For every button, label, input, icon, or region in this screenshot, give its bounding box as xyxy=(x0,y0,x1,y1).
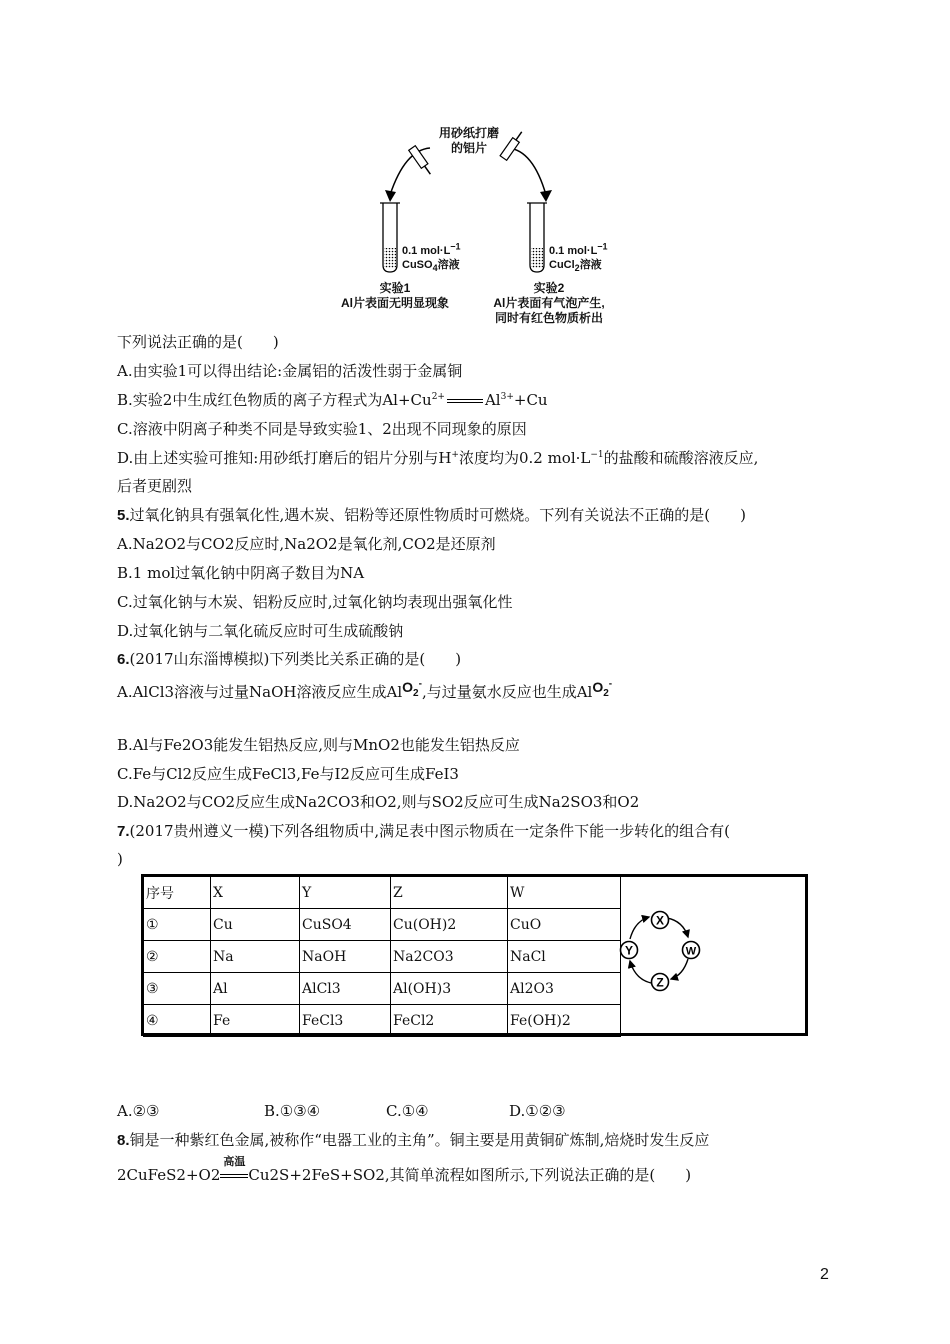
exp2-caption: 实验2 Al片表面有气泡产生, 同时有红色物质析出 xyxy=(493,281,605,325)
q5-option-a: A.Na2O2与CO2反应时,Na2O2是氧化剂,CO2是还原剂 xyxy=(117,535,496,553)
left-arrow-curve xyxy=(390,148,430,195)
table-header: 序号 xyxy=(144,877,211,909)
q4-stem: 下列说法正确的是( ) xyxy=(117,333,279,351)
svg-text:W: W xyxy=(685,945,697,958)
table-cell: AlCl3 xyxy=(300,973,391,1005)
cycle-node-z xyxy=(652,974,669,991)
svg-text:Z: Z xyxy=(656,975,664,990)
cycle-node-w xyxy=(683,942,700,959)
table-cell: ③ xyxy=(144,973,211,1005)
table-cell: Cu(OH)2 xyxy=(391,909,508,941)
q6-option-b: B.Al与Fe2O3能发生铝热反应,则与MnO2也能发生铝热反应 xyxy=(117,736,520,754)
table-cell: ② xyxy=(144,941,211,973)
figure-top-label: 用砂纸打磨 的铝片 xyxy=(438,126,499,155)
table-cell: Fe xyxy=(211,1005,300,1037)
tube2-solution-label: 0.1 $mol\cdot L^{-1}$ CuCl$_2$溶液 xyxy=(549,241,608,274)
cycle-node-x xyxy=(652,912,669,929)
q5-option-b: B.1 mol过氧化钠中阴离子数目为NA xyxy=(117,564,365,582)
exp1-caption: 实验1 Al片表面无明显现象 xyxy=(340,281,449,310)
table-cell: FeCl2 xyxy=(391,1005,508,1037)
left-arrowhead xyxy=(385,190,396,202)
q5-option-d: D.过氧化钠与二氧化硫反应时可生成硫酸钠 xyxy=(117,622,404,640)
conversion-cycle-diagram xyxy=(615,905,707,995)
cycle-node-y xyxy=(621,942,638,959)
test-tube-1 xyxy=(380,203,400,272)
q8-stem: 8.铜是一种紫红色金属,被称作“电器工业的主角”。铜主要是用黄铜矿炼制,焙烧时发生反应 xyxy=(117,1131,710,1149)
q8-number: 8. xyxy=(117,1132,130,1149)
table-cell: Fe(OH)2 xyxy=(508,1005,621,1037)
table-row xyxy=(144,1005,621,1037)
q5-option-c: C.过氧化钠与木炭、铝粉反应时,过氧化钠均表现出强氧化性 xyxy=(117,593,513,611)
q5-number: 5. xyxy=(117,507,130,524)
q7-table xyxy=(143,876,621,1037)
table-cell: Na xyxy=(211,941,300,973)
q6-number: 6. xyxy=(117,651,130,668)
q7-option-d: D.①②③ xyxy=(509,1102,566,1120)
right-arrowhead xyxy=(540,190,552,202)
table-cell: Al xyxy=(211,973,300,1005)
q7-number: 7. xyxy=(117,823,130,840)
table-row xyxy=(144,941,621,973)
table-cell: ① xyxy=(144,909,211,941)
table-cell: ④ xyxy=(144,1005,211,1037)
table-cell: FeCl3 xyxy=(300,1005,391,1037)
page-number: 2 xyxy=(820,1266,829,1283)
q7-option-a: A.②③ xyxy=(117,1102,160,1120)
q4-option-d-line2: 后者更剧烈 xyxy=(117,477,193,495)
q6-stem: 6.(2017山东淄博模拟)下列类比关系正确的是( ) xyxy=(117,650,462,668)
table-header: Z xyxy=(391,877,508,909)
table-header-row xyxy=(144,877,621,909)
tube1-solution-label: 0.1 $mol\cdot L^{-1}$ CuSO$_4$溶液 xyxy=(402,241,461,274)
q7-stem-line2: ) xyxy=(117,850,123,868)
q4-option-c: C.溶液中阴离子种类不同是导致实验1、2出现不同现象的原因 xyxy=(117,420,527,438)
svg-text:Y: Y xyxy=(624,943,634,958)
q6-option-a: A.AlCl3溶液与过量NaOH溶液反应生成AlO$_2$-,与过量氨水反应也生成AlO$_2$- xyxy=(117,678,613,701)
table-cell: Na2CO3 xyxy=(391,941,508,973)
right-arrow-curve xyxy=(508,148,546,195)
q8-equation: 2CuFeS2+O2 高温 Cu2S+2FeS+SO2,其简单流程如图所示,下列说法正确的是( ) xyxy=(117,1156,692,1184)
table-header: W xyxy=(508,877,621,909)
q7-option-c: C.①④ xyxy=(386,1102,429,1120)
table-row xyxy=(144,973,621,1005)
q4-option-a: A.由实验1可以得出结论:金属铝的活泼性弱于金属铜 xyxy=(117,362,463,380)
test-tube-2 xyxy=(527,203,547,272)
svg-text:X: X xyxy=(655,913,665,928)
table-header: X xyxy=(211,877,300,909)
table-cell: Cu xyxy=(211,909,300,941)
q6-option-c: C.Fe与Cl2反应生成FeCl3,Fe与I2反应可生成FeI3 xyxy=(117,765,459,783)
table-cell: CuO xyxy=(508,909,621,941)
table-cell: Al2O3 xyxy=(508,973,621,1005)
q5-stem: 5.过氧化钠具有强氧化性,遇木炭、铝粉等还原性物质时可燃烧。下列有关说法不正确的是( ) xyxy=(117,506,746,524)
table-cell: NaCl xyxy=(508,941,621,973)
table-cell: Al(OH)3 xyxy=(391,973,508,1005)
q7-option-b: B.①③④ xyxy=(264,1102,321,1120)
table-header: Y xyxy=(300,877,391,909)
table-cell: CuSO4 xyxy=(300,909,391,941)
q4-option-b: B.实验2中生成红色物质的离子方程式为$Al+Cu^{2+}$ $Al^{3+}+Cu$ xyxy=(117,391,548,409)
q7-stem: 7.(2017贵州遵义一模)下列各组物质中,满足表中图示物质在一定条件下能一步转化的组合有( xyxy=(117,822,731,840)
q6-option-d: D.Na2O2与CO2反应生成Na2CO3和O2,则与SO2反应可生成Na2SO3和O2 xyxy=(117,793,640,811)
q4-option-d: D.由上述实验可推知:用砂纸打磨后的铝片分别与H+浓度均为0.2 $mol\cdot L^{-1}$的盐酸和硫酸溶液反应, xyxy=(117,449,759,467)
table-row xyxy=(144,909,621,941)
table-cell: NaOH xyxy=(300,941,391,973)
right-aluminum-strip xyxy=(500,130,525,160)
